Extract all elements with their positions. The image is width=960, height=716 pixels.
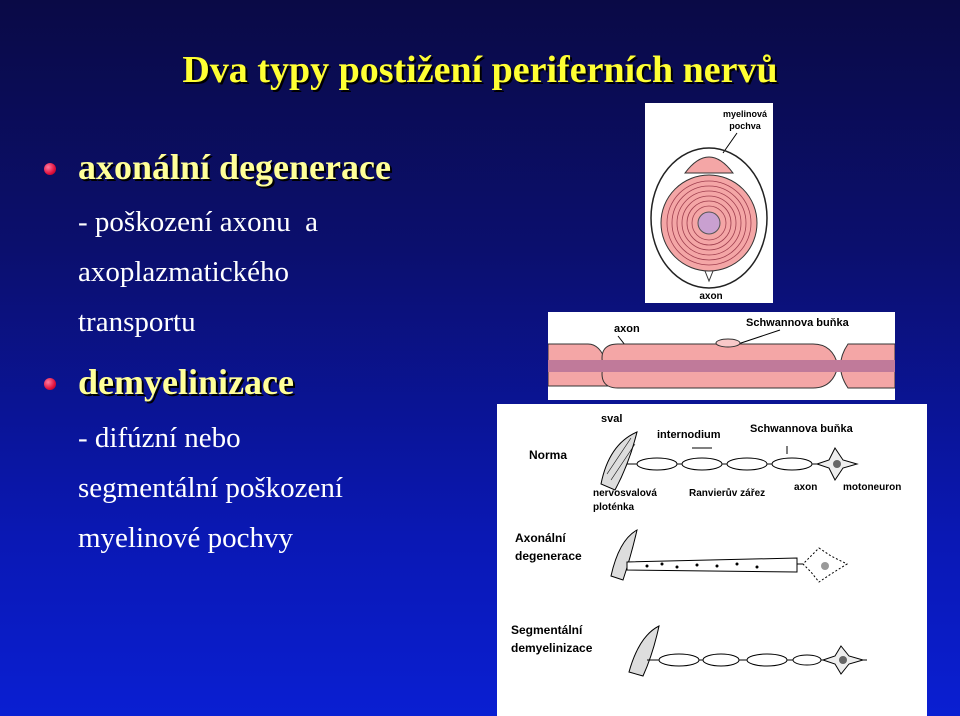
bullet-line: - poškození axonu a (78, 206, 318, 238)
bullet-line: axoplazmatického (78, 256, 289, 288)
label-schwann: Schwannova buňka (750, 423, 853, 435)
label-norma: Norma (529, 448, 568, 462)
bullet-heading-demyelination: demyelinizace (78, 362, 294, 402)
label-axonal: Axonální (515, 531, 566, 545)
label-nmj: nervosvalová (593, 488, 657, 499)
label-internodium: internodium (657, 429, 721, 441)
cross-section-figure (645, 103, 773, 303)
lesion-types-svg (497, 404, 927, 716)
bullet-line: segmentální poškození (78, 472, 343, 504)
label-segmental: Segmentální (511, 623, 583, 637)
label-sval: sval (601, 413, 623, 425)
longitudinal-svg (548, 312, 895, 400)
slide-title: Dva typy postižení periferních nervů (182, 49, 778, 91)
bullet-dot-1 (44, 163, 56, 175)
label-schwann: Schwannova buňka (746, 317, 849, 329)
label-sheath: pochva (729, 121, 761, 131)
label-ranvier: Ranvierův zářez (689, 488, 766, 499)
longitudinal-figure (548, 312, 895, 400)
label-segmental: demyelinizace (511, 641, 593, 655)
label-motoneuron: motoneuron (843, 482, 902, 493)
bullet-line: transportu (78, 306, 196, 338)
label-axon: axon (699, 291, 723, 302)
label-axon: axon (794, 482, 818, 493)
bullet-dot-2 (44, 378, 56, 390)
cross-section-svg (645, 103, 773, 303)
label-axonal: degenerace (515, 549, 582, 563)
bullet-line: myelinové pochvy (78, 522, 294, 554)
label-axon: axon (614, 323, 640, 335)
bullet-heading-axonal: axonální degenerace (78, 147, 391, 187)
lesion-types-figure (497, 404, 927, 716)
label-sheath: myelinová (722, 109, 768, 119)
bullet-line: - difúzní nebo (78, 422, 241, 454)
label-nmj: ploténka (593, 502, 635, 513)
